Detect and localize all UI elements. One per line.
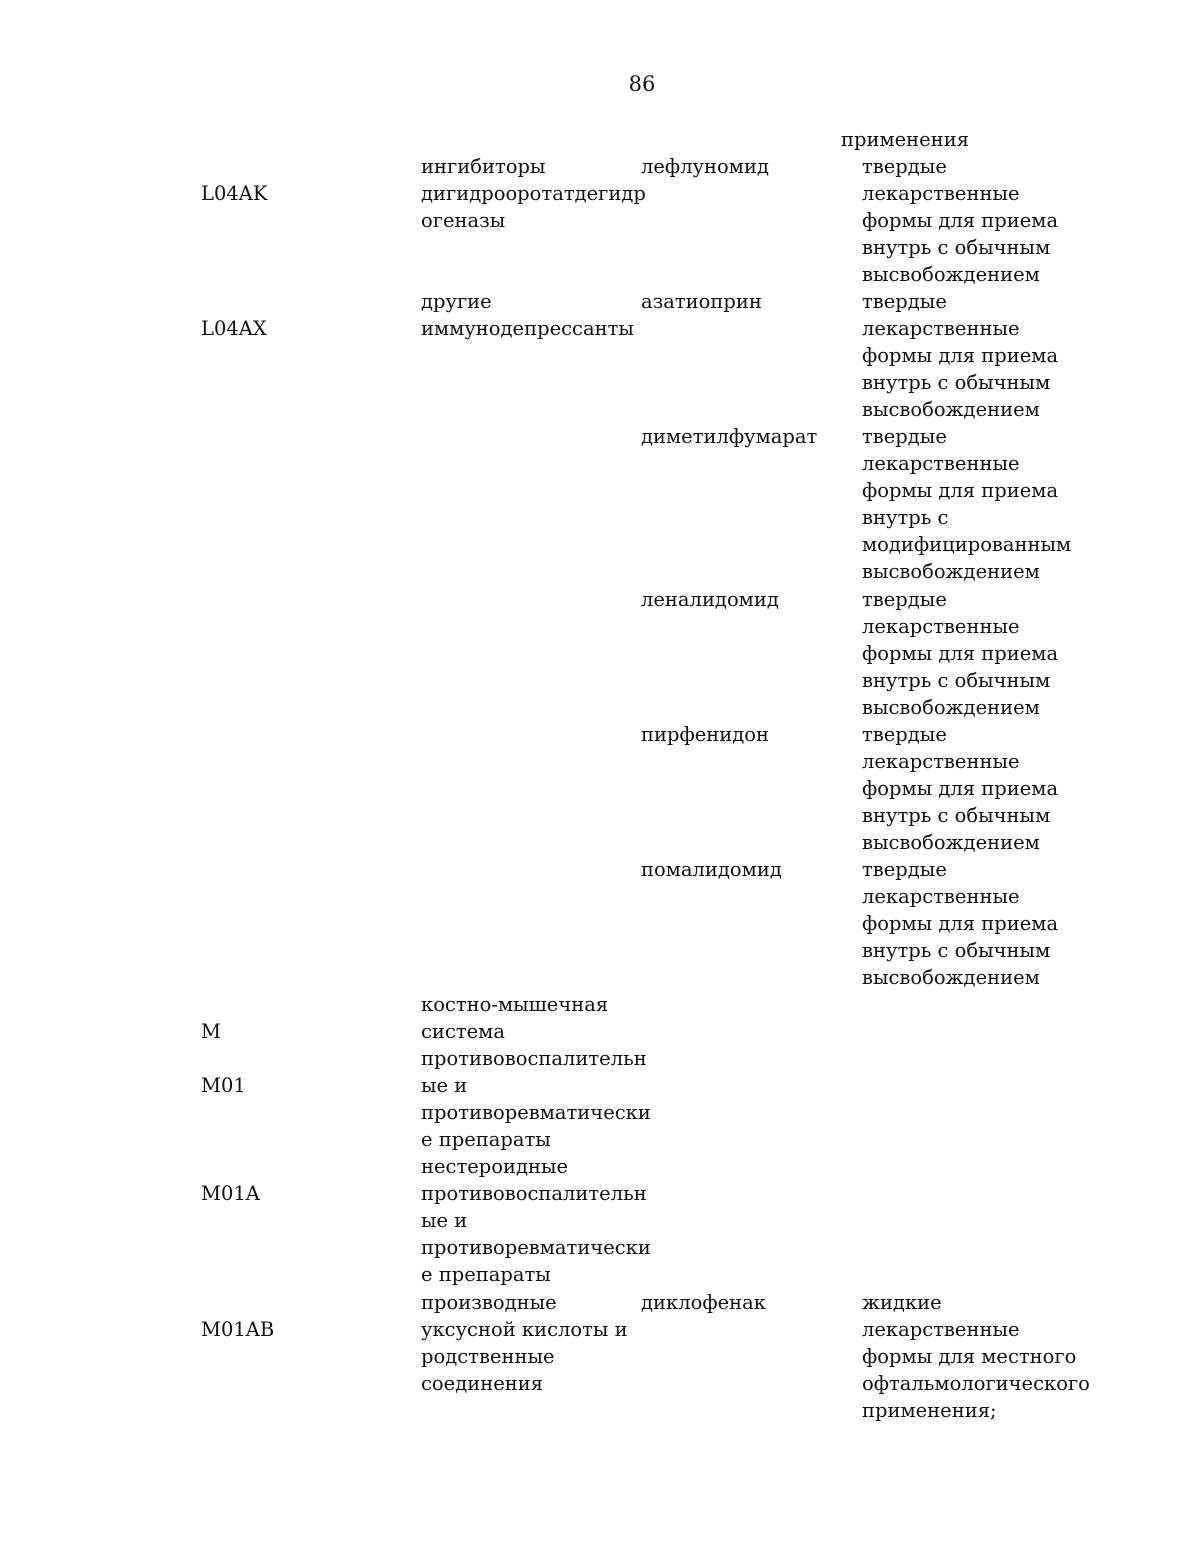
- dosage-form: твердые лекарственные формы для приема внутрь с обычным высвобождением: [862, 858, 1059, 989]
- drug-name: азатиоприн: [641, 290, 762, 313]
- drug-name: помалидомид: [641, 858, 782, 881]
- dosage-form: твердые лекарственные формы для приема внутрь с обычным высвобождением: [862, 723, 1059, 854]
- drug-name: леналидомид: [641, 588, 779, 611]
- atc-code: M01: [201, 1074, 246, 1097]
- dosage-form: твердые лекарственные формы для приема внутрь с модифицированным высвобождением: [862, 425, 1072, 583]
- page-number: 86: [628, 72, 656, 96]
- dosage-form: твердые лекарственные формы для приема внутрь с обычным высвобождением: [862, 290, 1059, 421]
- atc-code: M01AB: [201, 1318, 275, 1341]
- carryover-form-text: применения: [841, 128, 970, 151]
- atc-code: M01A: [201, 1182, 260, 1205]
- dosage-form: жидкие лекарственные формы для местного офтальмологического применения;: [862, 1291, 1090, 1422]
- drug-name: диметилфумарат: [641, 425, 818, 448]
- dosage-form: твердые лекарственные формы для приема внутрь с обычным высвобождением: [862, 155, 1059, 286]
- atc-code: L04AK: [201, 182, 268, 205]
- atc-group: противовоспалительн ые и противоревматически е препараты: [421, 1047, 651, 1151]
- atc-group: производные уксусной кислоты и родственные соединения: [421, 1291, 628, 1395]
- atc-code: L04AX: [201, 317, 267, 340]
- atc-group: другие иммунодепрессанты: [421, 290, 634, 340]
- atc-code: M: [201, 1020, 221, 1043]
- atc-group: нестероидные противовоспалительн ые и противоревматически е препараты: [421, 1155, 651, 1286]
- drug-name: диклофенак: [641, 1291, 766, 1314]
- atc-group: ингибиторы дигидрооротатдегидр огеназы: [421, 155, 646, 232]
- dosage-form: твердые лекарственные формы для приема внутрь с обычным высвобождением: [862, 588, 1059, 719]
- atc-group: костно-мышечная система: [421, 993, 609, 1043]
- drug-name: лефлуномид: [641, 155, 769, 178]
- drug-name: пирфенидон: [641, 723, 770, 746]
